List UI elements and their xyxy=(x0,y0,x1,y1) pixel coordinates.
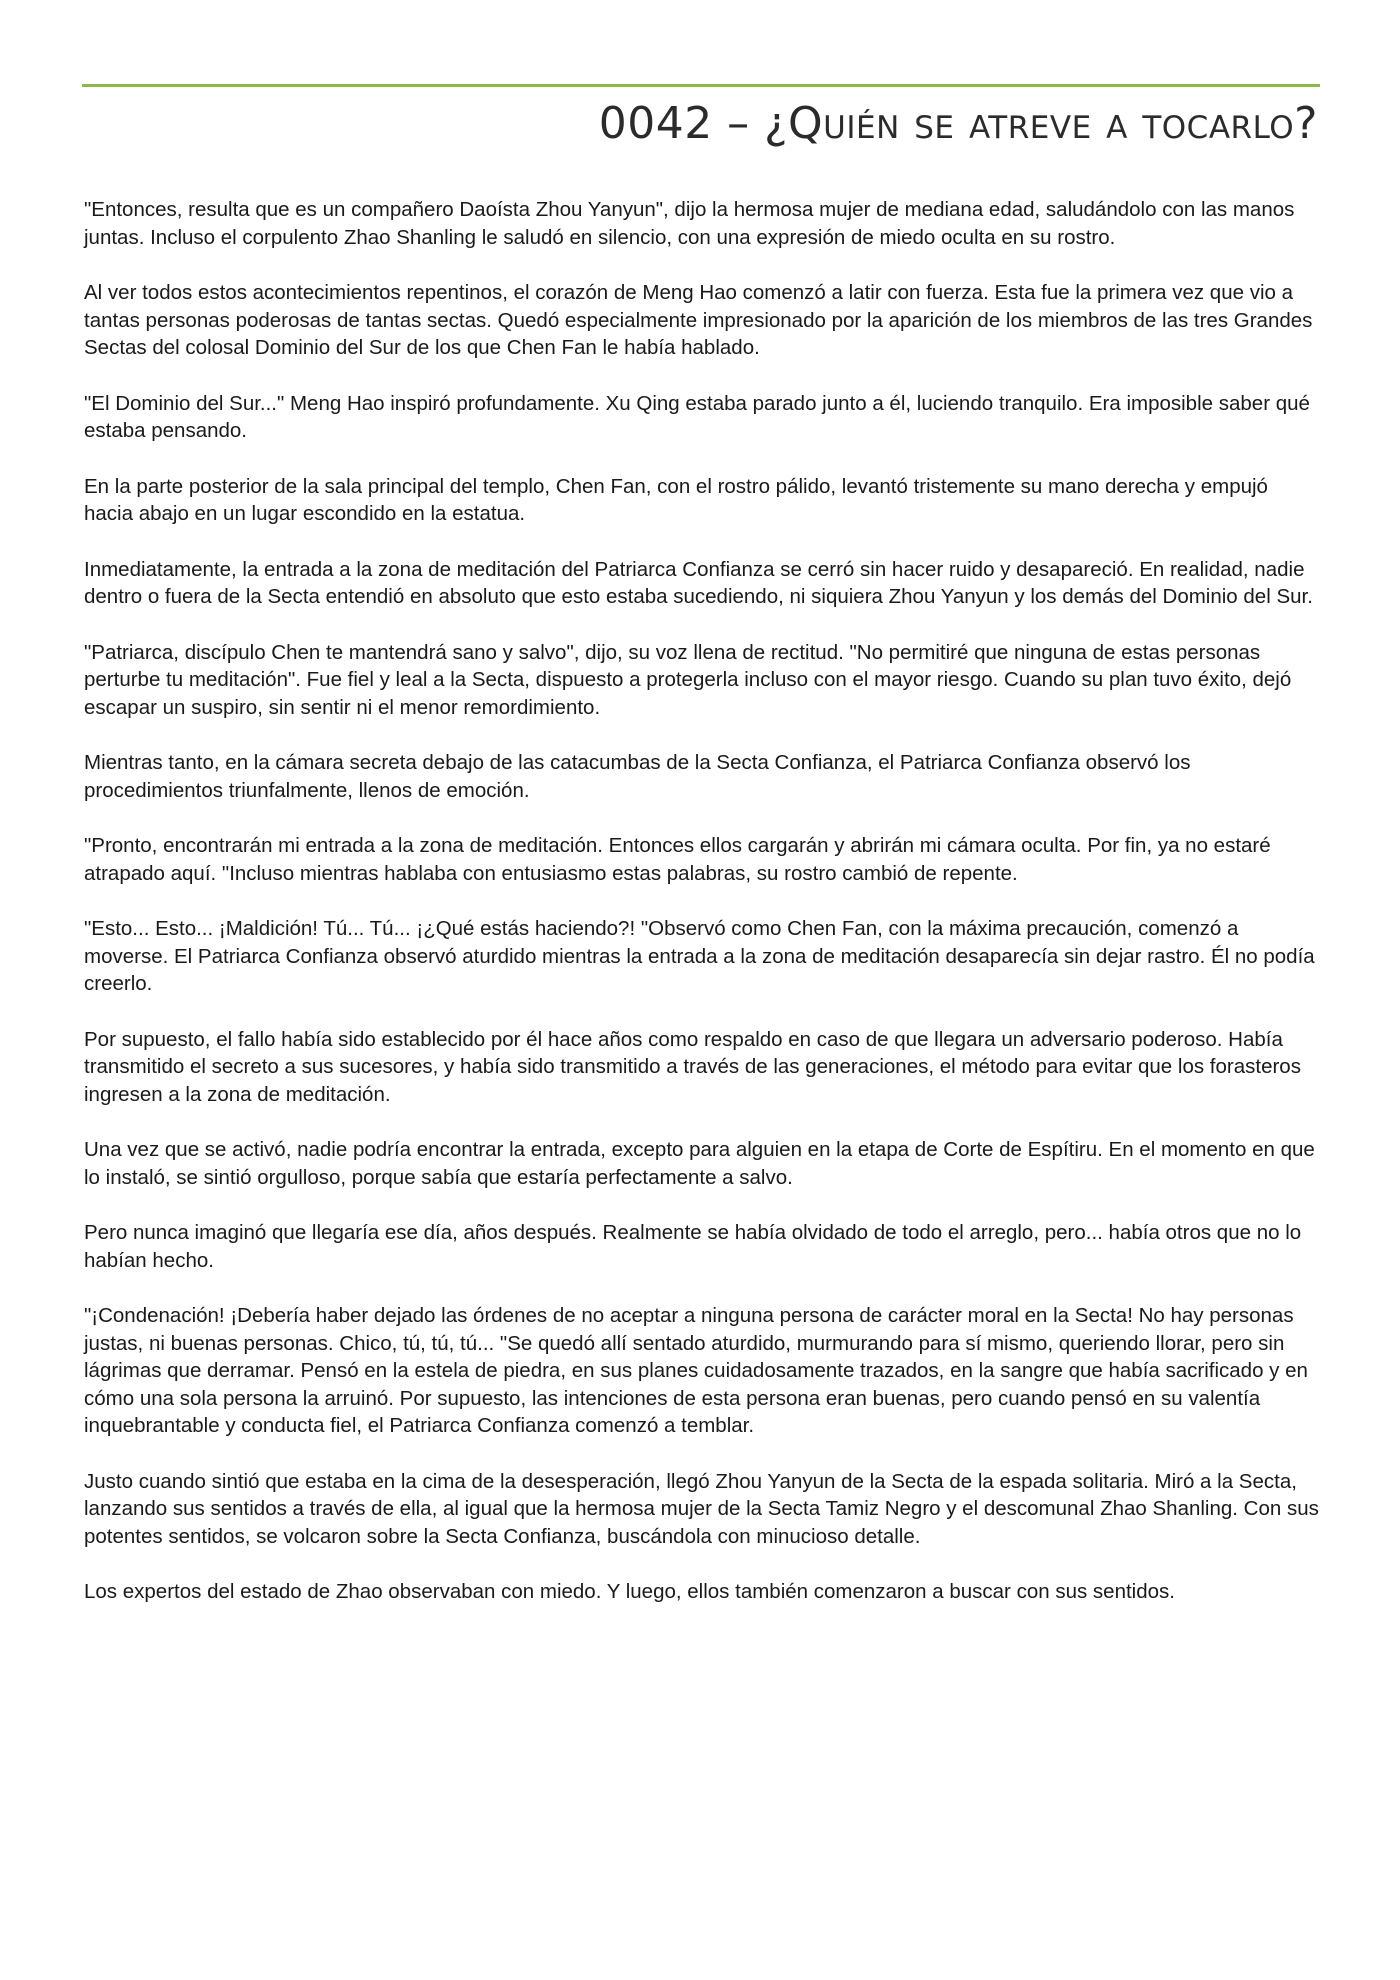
paragraph: "Pronto, encontrarán mi entrada a la zona de meditación. Entonces ellos cargarán y abrirán mi cámara oculta. Por fin, ya no estaré atrapado aquí. "Incluso mientras hablaba con entusiasmo estas palabras, su rostro cambió de repente. xyxy=(84,834,1271,885)
paragraph: En la parte posterior de la sala principal del templo, Chen Fan, con el rostro pálido, levantó tristemente su mano derecha y empujó hacia abajo en un lugar escondido en la estatua. xyxy=(84,474,1268,525)
paragraph: "Esto... Esto... ¡Maldición! Tú... Tú... ¡¿Qué estás haciendo?! "Observó como Chen Fan, con la máxima precaución, comenzó a moverse. El Patriarca Confianza observó aturdido mientras la entrada a la zona de meditación desaparecía sin dejar rastro. Él no podía creerlo. xyxy=(84,917,1315,995)
chapter-title-text: Quién se atreve a tocarlo xyxy=(788,98,1295,149)
paragraph: Justo cuando sintió que estaba en la cima de la desesperación, llegó Zhou Yanyun de la Secta de la espada solitaria. Miró a la Secta, lanzando sus sentidos a través de ella, al igual que la hermosa mujer de la Secta Tamiz Negro y el descomunal Zhao Shanling. Con sus potentes sentidos, se volcaron sobre la Secta Confianza, buscándola con minucioso detalle. xyxy=(84,1469,1319,1548)
paragraph: Una vez que se activó, nadie podría encontrar la entrada, excepto para alguien en la etapa de Corte de Espítiru. En el momento en que lo instaló, se sintió orgulloso, porque sabía que estaría perfectamente a salvo. xyxy=(84,1138,1315,1189)
chapter-number: 0042 – ¿ xyxy=(598,98,789,149)
paragraph: Mientras tanto, en la cámara secreta debajo de las catacumbas de la Secta Confianza, el Patriarca Confianza observó los procedimientos triunfalmente, llenos de emoción. xyxy=(84,751,1191,802)
paragraph: Por supuesto, el fallo había sido establecido por él hace años como respaldo en caso de que llegara un adversario poderoso. Había transmitido el secreto a sus sucesores, y había sido transmitido a través de las generaciones, el método para evitar que los forasteros ingresen a la zona de meditación. xyxy=(84,1027,1301,1106)
paragraph: Al ver todos estos acontecimientos repentinos, el corazón de Meng Hao comenzó a latir con fuerza. Esta fue la primera vez que vio a tantas personas poderosas de tantas sectas. Quedó especialmente impresionado por la aparición de los miembros de las tres Grandes Sectas del colosal Dominio del Sur de los que Chen Fan le había hablado. xyxy=(84,281,1313,359)
chapter-title-end: ? xyxy=(1294,98,1318,149)
paragraph: Pero nunca imaginó que llegaría ese día, años después. Realmente se había olvidado de todo el arreglo, pero... había otros que no lo habían hecho. xyxy=(84,1221,1302,1272)
paragraph: "¡Condenación! ¡Debería haber dejado las órdenes de no aceptar a ninguna persona de carácter moral en la Secta! No hay personas justas, ni buenas personas. Chico, tú, tú, tú... "Se quedó allí sentado aturdido, murmurando para sí mismo, queriendo llorar, pero sin lágrimas que derramar. Pensó en la estela de piedra, en sus planes cuidadosamente trazados, en la sangre que había sacrificado y en cómo una sola persona la arruinó. Por supuesto, las intenciones de esta persona eran buenas, pero cuando pensó en su valentía inquebrantable y conducta fiel, el Patriarca Confianza comenzó a temblar. xyxy=(84,1304,1308,1437)
paragraph: Inmediatamente, la entrada a la zona de meditación del Patriarca Confianza se cerró sin hacer ruido y desapareció. En realidad, nadie dentro o fuera de la Secta entendió en absoluto que esto estaba sucediendo, ni siquiera Zhou Yanyun y los demás del Dominio del Sur. xyxy=(84,557,1313,608)
chapter-title xyxy=(599,96,1318,152)
chapter-body xyxy=(84,196,1322,1634)
paragraph: Los expertos del estado de Zhao observaban con miedo. Y luego, ellos también comenzaron a buscar con sus sentidos. xyxy=(84,1580,1175,1603)
paragraph: "Entonces, resulta que es un compañero Daoísta Zhou Yanyun", dijo la hermosa mujer de mediana edad, saludándolo con las manos juntas. Incluso el corpulento Zhao Shanling le saludó en silencio, con una expresión de miedo oculta en su rostro. xyxy=(84,198,1295,249)
paragraph: "Patriarca, discípulo Chen te mantendrá sano y salvo", dijo, su voz llena de rectitud. "No permitiré que ninguna de estas personas perturbe tu meditación". Fue fiel y leal a la Secta, dispuesto a protegerla incluso con el mayor riesgo. Cuando su plan tuvo éxito, dejó escapar un suspiro, sin sentir ni el menor remordimiento. xyxy=(84,640,1292,719)
paragraph: "El Dominio del Sur..." Meng Hao inspiró profundamente. Xu Qing estaba parado junto a él, luciendo tranquilo. Era imposible saber qué estaba pensando. xyxy=(84,391,1310,442)
header-divider xyxy=(82,84,1320,87)
